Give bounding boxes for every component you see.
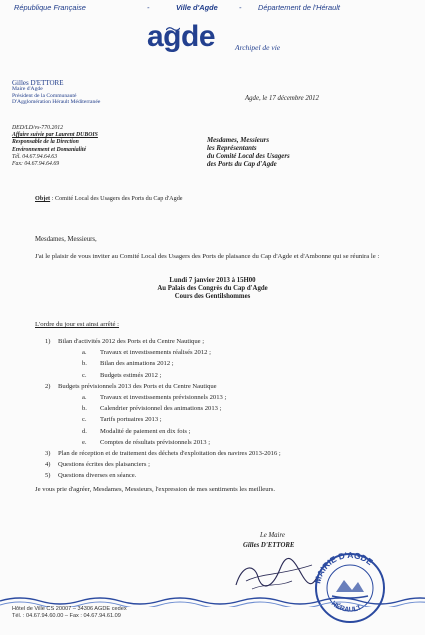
agenda-subitem	[45, 426, 281, 437]
agenda-letter: b.	[82, 360, 87, 368]
event-address: Cours des Gentilshommes	[174, 293, 251, 301]
agenda-subitem	[45, 392, 281, 403]
agenda-letter: a.	[82, 349, 87, 357]
agenda-text: Bilan d'activités 2012 des Ports et du Centre Nautique ;	[58, 338, 205, 345]
agenda-item	[45, 470, 281, 481]
stamp-text-top: MAIRIE D'AGDE	[312, 549, 375, 585]
reference-follow: Affaire suivie par Laurent DUBOIS	[12, 132, 98, 139]
event-venue: Au Palais des Congrès du Cap d'Agde	[157, 285, 268, 293]
letter-date: Agde, le 17 décembre 2012	[245, 95, 319, 102]
agenda-text: Modalité de paiement en dix fois ;	[100, 427, 191, 435]
agenda-list	[45, 336, 281, 482]
logo-tagline: Archipel de vie	[235, 43, 281, 52]
agenda-number: 1)	[45, 338, 51, 345]
footer-line: Hôtel de Ville CS 20007 – 34306 AGDE cedex	[12, 606, 127, 612]
agenda-letter: a.	[82, 394, 87, 402]
agenda-letter: c.	[82, 371, 87, 379]
recipient-block	[207, 137, 290, 169]
agenda-subitem	[45, 414, 281, 425]
sender-line: Maire d'Agde	[12, 86, 43, 93]
agenda-number: 2)	[45, 382, 51, 390]
svg-text:MAIRIE D'AGDE	[312, 550, 375, 585]
footer-address	[12, 606, 127, 620]
agenda-letter: c.	[82, 416, 87, 424]
recipient-line: les Représentants	[207, 145, 257, 153]
agde-logo: agde	[147, 20, 216, 53]
agenda-text: Travaux et investissements prévisionnels 2013 ;	[100, 394, 227, 402]
reference-block	[12, 125, 98, 168]
object-separator: :	[50, 195, 55, 202]
agenda-subitem	[45, 370, 281, 381]
agenda-text: Travaux et investissements réalisés 2012 ;	[100, 349, 211, 357]
logo-wave-icon	[166, 26, 180, 32]
agenda-text: Questions écrites des plaisanciers ;	[58, 461, 150, 469]
intro-paragraph: J'ai le plaisir de vous inviter au Comité Local des Usagers des Ports de plaisance du Cap d'Agde et d'Ambonne qui se réunira le :	[35, 253, 380, 260]
footer-line: Tél. : 04.67.94.60.00 – Fax : 04.67.94.61.09	[12, 612, 121, 619]
agenda-item	[45, 459, 281, 470]
agenda-letter: e.	[82, 438, 87, 446]
stamp-text-bottom: HÉRAULT	[329, 600, 363, 614]
event-date: Lundi 7 janvier 2013 à 15H00	[169, 277, 256, 284]
sender-name: Gilles D'ETTORE	[12, 79, 64, 87]
agenda-item	[45, 336, 281, 347]
agenda-subitem	[45, 403, 281, 414]
salutation: Mesdames, Messieurs,	[35, 236, 97, 243]
sender-line: D'Agglomération Hérault Méditerranée	[12, 99, 101, 106]
agenda-letter: d.	[82, 427, 87, 435]
agenda-text: Questions diverses en séance.	[58, 472, 137, 480]
banner-ville: Ville d'Agde	[176, 3, 218, 12]
agenda-item	[45, 448, 281, 459]
agenda-letter: b.	[82, 405, 87, 413]
agenda-number: 4)	[45, 461, 51, 469]
reference-role: Responsable de la Direction	[12, 139, 79, 146]
reference-tel: Tél. 04.67.94.64.63	[12, 153, 58, 160]
agenda-subitem	[45, 437, 281, 448]
agenda-number: 3)	[45, 450, 51, 458]
mairie-stamp	[298, 540, 408, 635]
agenda-title: L'ordre du jour est ainsi arrêté :	[35, 321, 120, 328]
agenda-subitem	[45, 347, 281, 358]
agenda-text: Bilan des animations 2012 ;	[100, 360, 174, 368]
agenda-text: Comptes de résultats prévisionnels 2013 ;	[100, 438, 211, 446]
banner-dash: -	[147, 3, 150, 12]
agenda-text: Plan de réception et de traitement des déchets d'exploitation des navires 2013-2016 ;	[58, 450, 281, 458]
agenda-text: Tarifs portuaires 2013 ;	[100, 416, 162, 424]
agenda-text: Calendrier prévisionnel des animations 2013 ;	[100, 405, 222, 413]
reference-role: Environnement et Domanialité	[12, 146, 87, 153]
recipient-line: du Comité Local des Usagers	[207, 153, 290, 161]
recipient-line: Mesdames, Messieurs	[207, 137, 270, 144]
agenda-item	[45, 381, 281, 392]
agenda-text: Budgets estimés 2012 ;	[100, 371, 162, 379]
banner-departement: Département de l'Hérault	[258, 3, 340, 12]
sender-line: Président de la Communauté	[12, 92, 77, 99]
event-details	[0, 277, 425, 302]
agenda-text: Budgets prévisionnels 2013 des Ports et du Centre Nautique	[58, 382, 217, 390]
agenda-subitem	[45, 358, 281, 369]
reference-code: DED/LD/vs-770.2012	[12, 125, 64, 131]
signature-name: Gilles D'ETTORE	[243, 542, 295, 549]
object-text: Comité Local des Usagers des Ports du Cap d'Agde	[54, 195, 183, 202]
sender-block	[12, 80, 100, 106]
signature-title: Le Maire	[260, 532, 285, 539]
object-label: Objet	[35, 195, 51, 202]
banner-dash: -	[239, 3, 242, 12]
object-line	[35, 195, 183, 202]
agenda-number: 5)	[45, 472, 51, 480]
banner-republique: République Française	[14, 3, 86, 12]
closing-formula: Je vous prie d'agréer, Mesdames, Messieurs, l'expression de mes sentiments les meilleurs.	[35, 486, 276, 493]
reference-fax: Fax: 04.67.94.64.69	[12, 161, 60, 168]
recipient-line: des Ports du Cap d'Agde	[207, 161, 277, 169]
